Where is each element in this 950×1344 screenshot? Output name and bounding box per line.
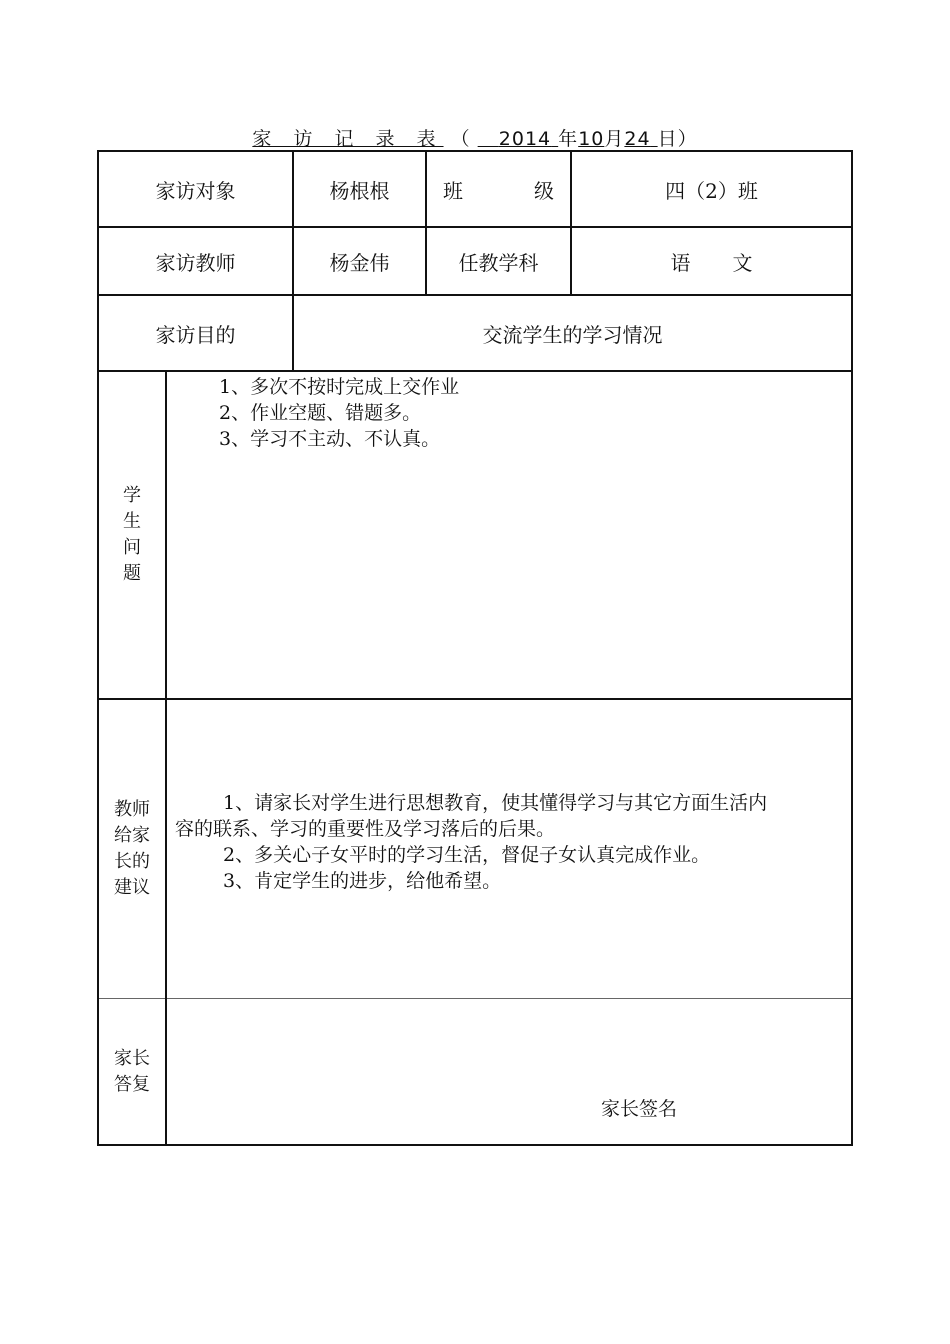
advice-line: 1、请家长对学生进行思想教育，使其懂得学习与其它方面生活内	[223, 792, 768, 814]
title-year: 2014	[498, 128, 552, 150]
issue-item: 3、学习不主动、不认真。	[219, 428, 441, 450]
home-visit-form	[97, 150, 853, 1146]
visit-target-label: 家访对象	[155, 178, 236, 203]
class-value: 四（2）班	[665, 178, 758, 203]
visit-teacher-label: 家访教师	[155, 250, 236, 275]
advice-line: 3、肯定学生的进步，给他希望。	[223, 870, 502, 892]
title-month-char: 月	[604, 128, 625, 150]
title-year-char: 年	[558, 128, 579, 150]
row-divider-3	[99, 370, 851, 372]
row-divider-4	[99, 698, 851, 700]
col-divider-lower	[165, 370, 167, 1146]
student-issues-label: 学 生 问 题	[123, 485, 141, 584]
parent-signature-label: 家长签名	[601, 1098, 678, 1120]
issue-item: 2、作业空题、错题多。	[219, 402, 422, 424]
visit-teacher-value: 杨金伟	[329, 250, 390, 275]
title-day-char: 日）	[657, 128, 698, 150]
subject-value: 语 文	[670, 250, 753, 275]
row-divider-5	[99, 998, 851, 999]
teacher-advice-content	[175, 790, 847, 894]
student-issues-content	[219, 374, 839, 452]
visit-purpose-label: 家访目的	[155, 322, 236, 347]
advice-line: 2、多关心子女平时的学习生活，督促子女认真完成作业。	[223, 844, 711, 866]
form-title	[0, 124, 950, 151]
parent-reply-label: 家长 答复	[114, 1048, 150, 1095]
advice-line: 容的联系、学习的重要性及学习落后的后果。	[175, 818, 556, 840]
title-open-paren: （	[450, 128, 471, 150]
teacher-advice-label: 教师 给家 长的 建议	[114, 799, 150, 898]
title-month: 10	[578, 128, 605, 150]
class-label: 班 级	[443, 178, 554, 203]
visit-purpose-value: 交流学生的学习情况	[482, 322, 663, 347]
subject-label: 任教学科	[458, 250, 539, 275]
visit-target-value: 杨根根	[329, 178, 390, 203]
title-text: 家 访 记 录 表	[252, 128, 444, 150]
title-day: 24	[624, 128, 651, 150]
issue-item: 1、多次不按时完成上交作业	[219, 376, 460, 398]
